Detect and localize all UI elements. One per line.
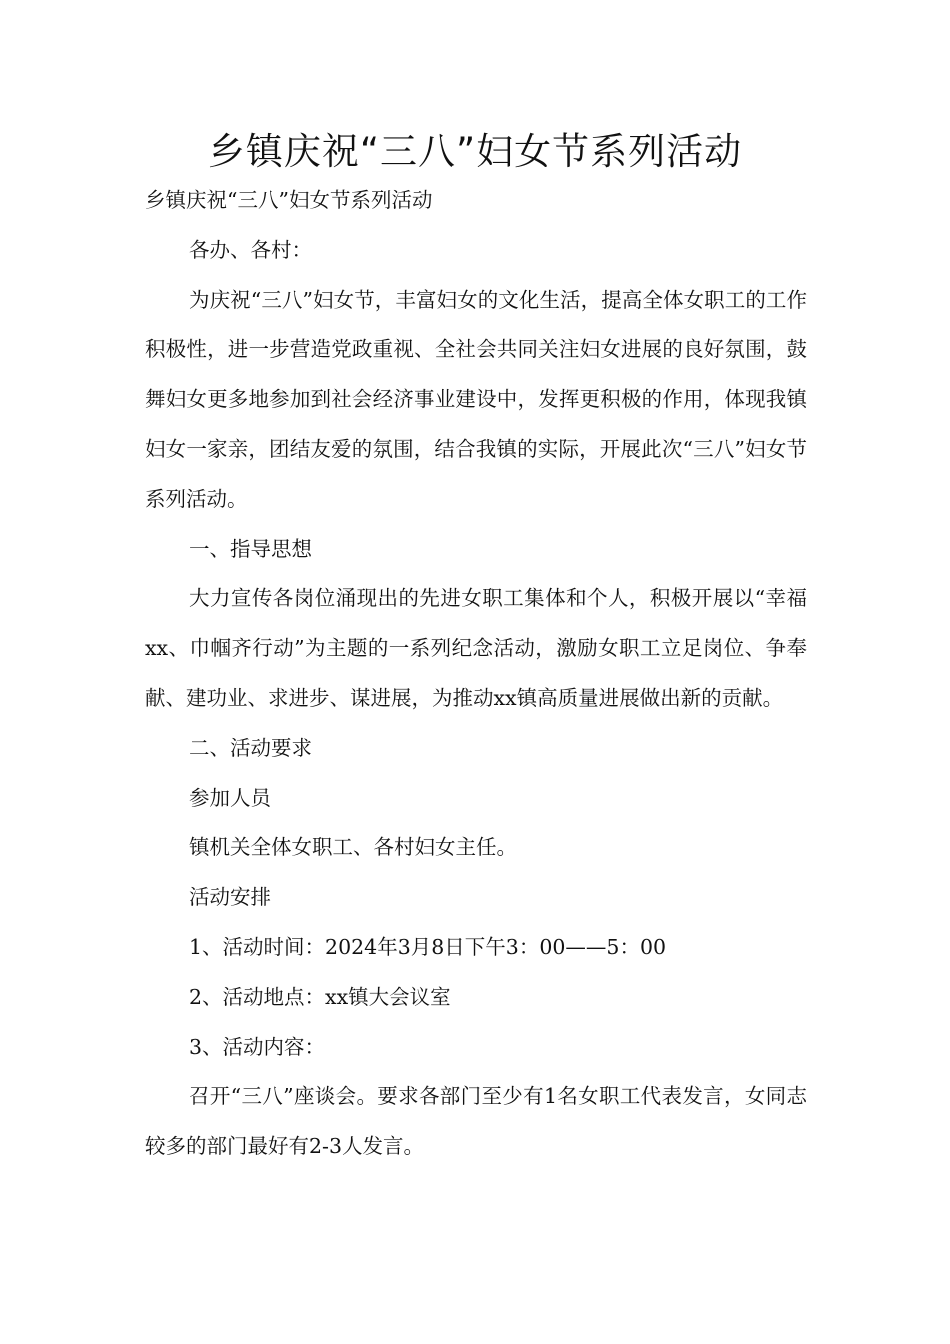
activity-time-item: 1、活动时间：2024年3月8日下午3：00——5：00 [189,934,667,959]
salutation: 各办、各村： [189,237,312,262]
participants-heading: 参加人员 [189,785,271,810]
activity-content-item: 3、活动内容： [189,1034,326,1059]
section-heading-activity-requirements: 二、活动要求 [189,735,312,760]
subtitle-line: 乡镇庆祝“三八”妇女节系列活动 [145,188,433,212]
arrangement-heading: 活动安排 [189,885,271,910]
activity-location-item: 2、活动地点：xx镇大会议室 [189,984,451,1009]
section-heading-guiding-ideology: 一、指导思想 [189,536,312,561]
document-title: 乡镇庆祝“三八”妇女节系列活动 [207,130,743,173]
activity-content-paragraph: 召开“三八”座谈会。要求各部门至少有1名女职工代表发言，女同志较多的部门最好有2-3人发言。 [145,1084,807,1159]
document-body [145,176,807,1172]
intro-paragraph: 为庆祝“三八”妇女节，丰富妇女的文化生活，提高全体女职工的工作积极性，进一步营造党政重视、全社会共同关注妇女进展的良好氛围，鼓舞妇女更多地参加到社会经济事业建设中，发挥更积极的作用，体现我镇妇女一家亲，团结友爱的氛围，结合我镇的实际，开展此次“三八”妇女节系列活动。 [145,287,807,511]
guiding-ideology-paragraph: 大力宣传各岗位涌现出的先进女职工集体和个人，积极开展以“幸福xx、巾帼齐行动”为主题的一系列纪念活动，激励女职工立足岗位、争奉献、建功业、求进步、谋进展，为推动xx镇高质量进展做出新的贡献。 [145,586,807,710]
participants-text: 镇机关全体女职工、各村妇女主任。 [189,835,517,860]
